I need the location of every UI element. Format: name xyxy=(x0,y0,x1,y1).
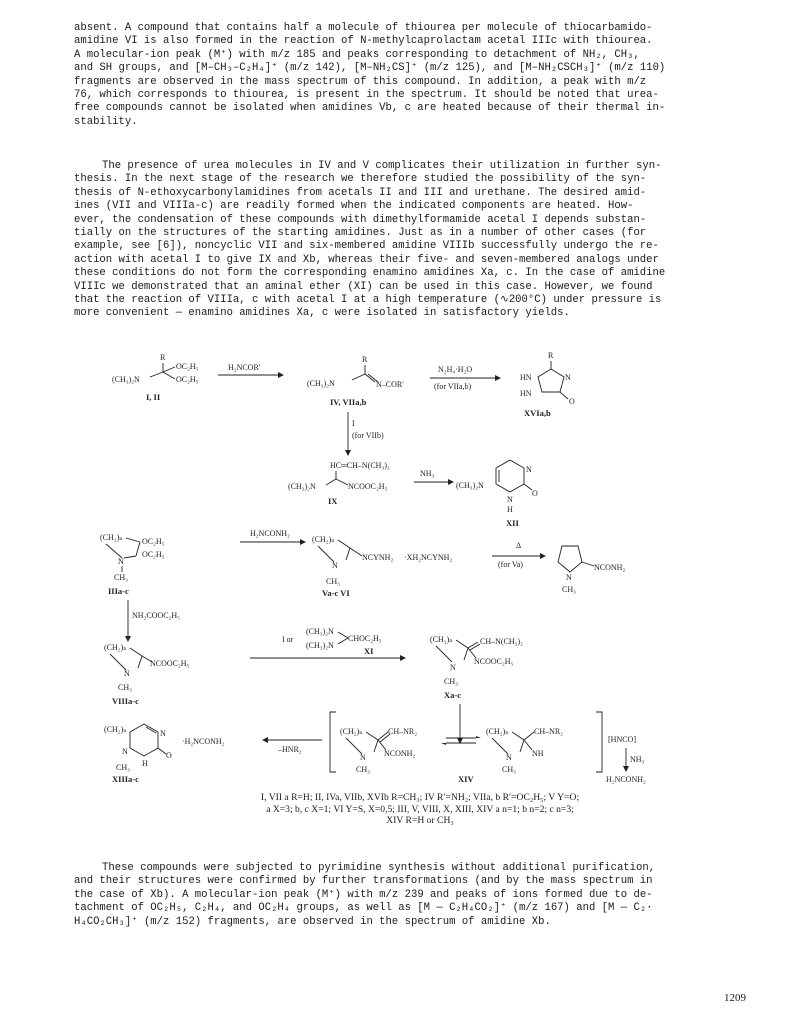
product-urea: H₂NCONH₂ xyxy=(606,775,646,784)
fragment-ch2n: (CH₂)ₙ xyxy=(312,535,335,544)
text-line: example, see [6]), noncyclic VII and six-membered amidine VIIIb successfully undergo the re- xyxy=(74,240,659,253)
compound-VIIIac xyxy=(104,643,190,706)
text-line: thesis of N-ethoxycarbonylamidines from acetals II and III and urethane. The desired amid- xyxy=(74,186,647,199)
text-line: These compounds were subjected to pyrimidine synthesis without additional purification, xyxy=(102,862,656,874)
reagent-aminal-ether xyxy=(282,627,382,656)
fragment-ch3: CH₃ xyxy=(326,577,340,586)
fragment-nh: NH xyxy=(532,749,544,758)
text-line: and SH groups, and [M–CH₃–C₂H₄]⁺ (m/z 142), [M–NH₂CS]⁺ (m/z 125), and [M–NH₂CSCH₃]⁺ (m/z 110) xyxy=(74,62,666,75)
text-line: more convenient — enamino amidines Xa, c were isolated in satisfactory yields. xyxy=(74,307,570,320)
fragment-oc2h5: OC₂H₅ xyxy=(176,362,199,371)
reagent-urea: H₂NCONH₂ xyxy=(250,529,290,538)
fragment-o: O xyxy=(532,489,538,498)
compound-XIV xyxy=(330,712,602,784)
label-IIIac: IIIa-c xyxy=(108,586,129,596)
compound-VacVI xyxy=(312,535,452,598)
text-line: free compounds cannot be isolated when amidines Vb, c are heated because of their thermal in- xyxy=(74,102,666,115)
fragment-n: N xyxy=(565,373,571,382)
fragment-oc2h5: OC₂H₅ xyxy=(142,537,165,546)
label-XIIIac: XIIIa-c xyxy=(112,774,139,784)
reagent-minus-hnr2: –HNR₂ xyxy=(278,745,302,754)
text-line: A molecular-ion peak (M⁺) with m/z 185 and peaks corresponding to detachment of NH₂, CH₃, xyxy=(74,48,640,61)
compound-XVIab xyxy=(520,352,575,418)
fragment-ncooet: NCOOC₂H₅ xyxy=(150,659,190,668)
label-I-II: I, II xyxy=(146,392,161,402)
reagent-I: I xyxy=(352,419,355,428)
label-XII: XII xyxy=(506,518,519,528)
fragment-nme2: (CH₃)₂N xyxy=(306,641,334,650)
reaction-scheme xyxy=(100,352,700,784)
scheme-caption xyxy=(200,792,640,827)
label-Xac: Xa-c xyxy=(444,690,461,700)
reagent-condition: (for VIIb) xyxy=(352,431,384,440)
caption-line: I, VII a R=H; II, IVa, VIIb, XVIb R=CH₃; IV R′=NH₂; VIIa, b R′=OC₂H₅; V Y=O; xyxy=(260,792,580,803)
fragment-ch3: CH₃ xyxy=(114,573,128,582)
fragment-ncooet: NCOOC₂H₅ xyxy=(348,482,388,491)
fragment-n: N xyxy=(360,753,366,762)
reagent-h2ncor: H₂NCOR′ xyxy=(228,363,261,372)
fragment-n: N xyxy=(506,753,512,762)
text-line: tachment of OC₂H₅, C₂H₄, and OC₂H₄ groups, as well as [M — C₂H₄CO₂]⁺ (m/z 167) and [M — C₂· xyxy=(74,902,653,915)
fragment-n: N xyxy=(507,495,513,504)
fragment-h: H xyxy=(142,759,148,768)
fragment-ch3: CH₃ xyxy=(116,763,130,772)
text-line: ever, the condensation of these compounds with dimethylformamide acetal I depends substan- xyxy=(74,213,647,226)
compound-XIIIac xyxy=(104,724,225,784)
text-line: tially on the structures of the starting amidines. Just as in a number of other cases (for xyxy=(74,227,647,240)
fragment-n: N xyxy=(450,663,456,672)
caption-line: XIV R=H or CH₃ xyxy=(386,815,454,827)
reagent-urethane: NH₂COOC₂H₅ xyxy=(132,611,180,620)
label-VacVI: Va-c VI xyxy=(322,588,350,598)
fragment-hn: HN xyxy=(520,389,532,398)
paragraph-2 xyxy=(74,160,742,321)
fragment-n: N xyxy=(160,729,166,738)
fragment-R: R xyxy=(160,353,166,362)
fragment-ch2n: (CH₂)ₙ xyxy=(430,635,453,644)
reagent-thiourea: ·XH₂NCYNH₂ xyxy=(404,553,453,562)
fragment-nme2: (CH₃)₂N xyxy=(306,627,334,636)
paragraph-1 xyxy=(74,22,742,129)
reagent-I-or: I or xyxy=(282,635,294,644)
reagent-condition: (for VIIa,b) xyxy=(434,382,472,391)
compound-Xac xyxy=(430,635,523,700)
text-line: action with acetal I to give IX and Xb, whereas their five- and seven-membered analogs under xyxy=(74,253,659,266)
label-XVIab: XVIa,b xyxy=(524,408,551,418)
fragment-n-cor: N–COR′ xyxy=(376,380,404,389)
reagent-urea-adduct: ·H₂NCONH₂ xyxy=(182,737,225,746)
fragment-oc2h5: OC₂H₅ xyxy=(176,375,199,384)
label-IV-VIIab: IV, VIIa,b xyxy=(330,397,367,407)
fragment-ch3: CH₃ xyxy=(118,683,132,692)
reagent-nh3: NH₃ xyxy=(630,755,645,764)
text-line: The presence of urea molecules in IV and V complicates their utilization in further syn- xyxy=(102,160,662,172)
text-line: thesis. In the next stage of the research we therefore studied the possibility of the syn- xyxy=(74,173,647,186)
fragment-o: O xyxy=(166,751,172,760)
reagent-delta: Δ xyxy=(516,541,522,550)
label-IX: IX xyxy=(328,496,338,506)
fragment-nconh2: NCONH₂ xyxy=(384,749,416,758)
fragment-ch-nr2: CH–NR₂ xyxy=(388,727,418,736)
fragment-nconh2: NCONH₂ xyxy=(594,563,626,572)
scheme-drawing xyxy=(100,352,700,784)
text-line: the case of Xb). A molecular-ion peak (M⁺) with m/z 239 and peaks of ions formed due to de- xyxy=(74,888,653,901)
text-line: and their structures were confirmed by further transformations (and by the mass spectrum in xyxy=(74,875,653,888)
fragment-nme2: (CH₃)₂N xyxy=(112,375,140,384)
reagent-hnco: [HNCO] xyxy=(608,735,636,744)
fragment-ncooet: NCOOC₂H₅ xyxy=(474,657,514,666)
paragraph-3 xyxy=(74,862,742,929)
fragment-R: R xyxy=(548,352,554,360)
text-line: H₄CO₂CH₃]⁺ (m/z 152) fragments, are observed in the spectrum of amidine Xb. xyxy=(74,915,551,928)
fragment-ch3: CH₃ xyxy=(356,765,370,774)
fragment-nme2: (CH₃)₂N xyxy=(288,482,316,491)
fragment-o: O xyxy=(569,397,575,406)
caption-line: a X=3; b, c X=1; VI Y=S, X=0,5; III, V, VIII, X, XIII, XIV a n=1; b n=2; c n=3; xyxy=(266,803,574,815)
compound-cyclic-urea-Va xyxy=(558,546,625,594)
fragment-ncynh2: NCYNH₂ xyxy=(362,553,394,562)
fragment-ch2n: (CH₂)ₙ xyxy=(104,725,127,734)
fragment-n: N xyxy=(332,561,338,570)
fragment-nme2: (CH₃)₂N xyxy=(456,481,484,490)
reagent-hydrazine: N₂H₄·H₂O xyxy=(438,365,473,374)
fragment-nme2: (CH₃)₂N xyxy=(307,379,335,388)
fragment-chooet: CHOC₂H₅ xyxy=(348,634,382,643)
label-XI: XI xyxy=(364,646,374,656)
text-line: absent. A compound that contains half a molecule of thiourea per molecule of thiocarbamido- xyxy=(74,22,653,34)
fragment-hn: HN xyxy=(520,373,532,382)
compound-IIIac xyxy=(100,533,165,596)
fragment-n: N xyxy=(124,669,130,678)
fragment-ch-nme2: CH–N(CH₃)₂ xyxy=(480,637,523,646)
fragment-ch3: CH₃ xyxy=(502,765,516,774)
compound-IV-VIIab xyxy=(307,355,404,407)
page-number: 1209 xyxy=(724,992,746,1004)
fragment-ch-nr2: CH–NR₂ xyxy=(534,727,564,736)
fragment-ch2n: (CH₂)ₙ xyxy=(104,643,127,652)
label-XIV: XIV xyxy=(458,774,474,784)
text-line: these conditions do not form the corresponding enamino amidines Xa, c. In the case of amidine xyxy=(74,267,666,280)
fragment-n: N xyxy=(118,557,124,566)
text-line: amidine VI is also formed in the reaction of N-methylcaprolactam acetal IIIc with thiourea. xyxy=(74,35,653,48)
compound-I-II xyxy=(112,353,199,402)
fragment-oc2h5: OC₂H₅ xyxy=(142,550,165,559)
fragment-n: N xyxy=(122,747,128,756)
reagent-nh3: NH₃ xyxy=(420,469,435,478)
fragment-ch3: CH₃ xyxy=(444,677,458,686)
label-VIIIac: VIIIa-c xyxy=(112,696,139,706)
compound-XII xyxy=(456,460,538,528)
fragment-ch2n: (CH₂)ₙ xyxy=(486,727,509,736)
text-line: VIIIc we demonstrated that an aminal ether (XI) can be used in this case. However, we found xyxy=(74,280,653,293)
fragment-h: H xyxy=(507,505,513,514)
fragment-n: N xyxy=(526,465,532,474)
text-line: ines (VII and VIIIa-c) are readily formed when the indicated components are heated. How- xyxy=(74,200,634,213)
compound-IX xyxy=(288,461,390,506)
reagent-condition: (for Va) xyxy=(498,560,523,569)
fragment-enamine: HC═CH–N(CH₃)₂ xyxy=(330,461,390,470)
fragment-ch2n: (CH₂)ₙ xyxy=(100,533,123,542)
text-line: stability. xyxy=(74,115,138,128)
text-line: fragments are observed in the mass spectrum of this compound. In addition, a peak with m/z xyxy=(74,75,647,88)
fragment-ch2n: (CH₂)ₙ xyxy=(340,727,363,736)
fragment-n: N xyxy=(566,573,572,582)
fragment-ch3: CH₃ xyxy=(562,585,576,594)
fragment-R: R xyxy=(362,355,368,364)
text-line: that the reaction of VIIIa, c with acetal I at a high temperature (∿200°C) under pressure is xyxy=(74,294,662,307)
text-line: 76, which corresponds to thiourea, is present in the spectrum. It should be noted that urea- xyxy=(74,89,659,102)
